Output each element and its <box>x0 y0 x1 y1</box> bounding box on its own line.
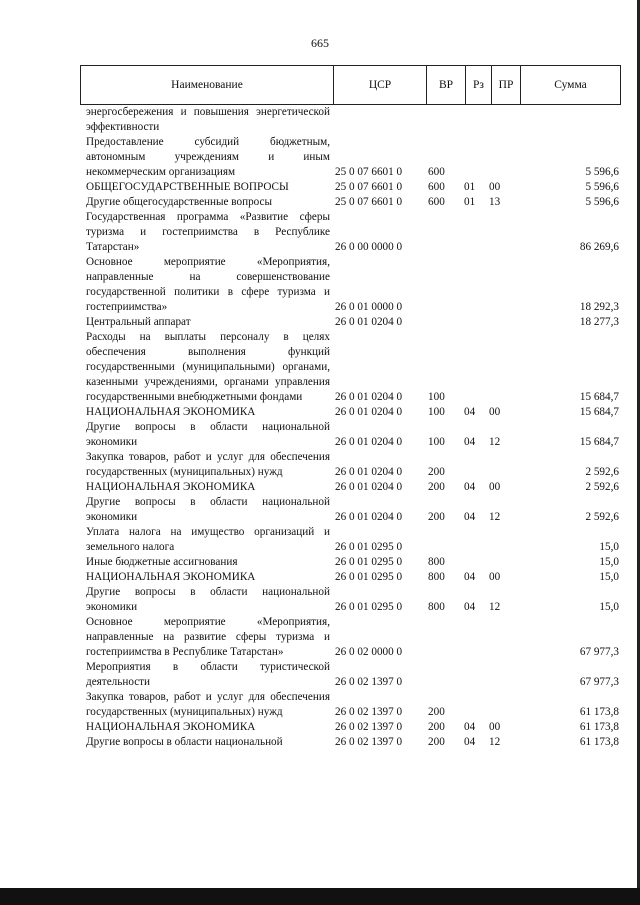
row-pr: 13 <box>489 196 501 208</box>
row-name: Предоставление субсидий бюджетным, автономным учреждениям и иным некоммерческим организациям <box>86 136 330 178</box>
row-csr: 26 0 02 1397 0 <box>335 706 403 718</box>
row-name: Другие вопросы в области национальной экономики <box>86 586 330 613</box>
table-row <box>80 405 621 420</box>
row-name: Основное мероприятие «Мероприятия, направленные на совершенствование государственной политики в сфере туризма и гостеприимства» <box>86 256 330 313</box>
row-pr: 12 <box>489 601 501 613</box>
scan-bottom-edge <box>0 888 640 905</box>
header-csr: ЦСР <box>333 66 426 104</box>
row-sum: 61 173,8 <box>579 706 619 718</box>
row-sum: 15,0 <box>599 556 619 568</box>
row-csr: 25 0 07 6601 0 <box>335 166 403 178</box>
row-sum: 2 592,6 <box>585 481 619 493</box>
row-csr: 26 0 01 0204 0 <box>335 511 403 523</box>
header-sum: Сумма <box>520 66 620 104</box>
row-sum: 61 173,8 <box>579 721 619 733</box>
row-sum: 15,0 <box>599 571 619 583</box>
row-sum: 15,0 <box>599 601 619 613</box>
row-rz: 04 <box>464 736 476 748</box>
table-row <box>80 255 621 315</box>
table-row <box>80 210 621 255</box>
row-rz: 04 <box>464 436 476 448</box>
budget-table <box>80 65 621 750</box>
row-pr: 00 <box>489 406 501 418</box>
row-rz: 04 <box>464 571 476 583</box>
row-sum: 5 596,6 <box>585 166 619 178</box>
row-sum: 5 596,6 <box>585 181 619 193</box>
row-csr: 26 0 01 0204 0 <box>335 481 403 493</box>
row-csr: 26 0 01 0295 0 <box>335 601 403 613</box>
row-vr: 200 <box>428 736 445 748</box>
row-name: Закупка товаров, работ и услуг для обеспечения государственных (муниципальных) нужд <box>86 691 330 718</box>
table-row <box>80 195 621 210</box>
table-row <box>80 555 621 570</box>
row-name: Другие вопросы в области национальной <box>86 736 283 748</box>
row-name: энергосбережения и повышения энергетической эффективности <box>86 106 330 133</box>
row-sum: 61 173,8 <box>579 736 619 748</box>
row-csr: 26 0 01 0295 0 <box>335 556 403 568</box>
row-sum: 2 592,6 <box>585 511 619 523</box>
row-sum: 15,0 <box>599 541 619 553</box>
row-csr: 26 0 01 0204 0 <box>335 436 403 448</box>
table-header <box>80 65 621 105</box>
table-row <box>80 735 621 750</box>
row-name: Государственная программа «Развитие сферы туризма и гостеприимства в Республике Татарстан» <box>86 211 330 253</box>
row-csr: 25 0 07 6601 0 <box>335 196 403 208</box>
row-sum: 18 292,3 <box>579 301 619 313</box>
row-pr: 12 <box>489 436 501 448</box>
row-csr: 26 0 00 0000 0 <box>335 241 403 253</box>
row-name: Иные бюджетные ассигнования <box>86 556 238 568</box>
row-name: Другие общегосударственные вопросы <box>86 196 273 208</box>
table-row <box>80 615 621 660</box>
row-pr: 00 <box>489 181 501 193</box>
row-sum: 67 977,3 <box>579 676 619 688</box>
row-pr: 00 <box>489 721 501 733</box>
row-vr: 100 <box>428 406 445 418</box>
row-vr: 600 <box>428 181 445 193</box>
row-name: НАЦИОНАЛЬНАЯ ЭКОНОМИКА <box>86 721 256 733</box>
row-name: Расходы на выплаты персоналу в целях обеспечения выполнения функций государственными (муниципальными) органами, казенными учреждениями, органами управления государственными внебюджетными фондами <box>86 331 330 403</box>
row-vr: 100 <box>428 391 445 403</box>
table-row <box>80 330 621 405</box>
table-row <box>80 690 621 720</box>
row-name: Мероприятия в области туристической деятельности <box>86 661 330 688</box>
header-rz: Рз <box>465 66 491 104</box>
table-row <box>80 525 621 555</box>
row-rz: 01 <box>464 181 476 193</box>
row-vr: 600 <box>428 196 445 208</box>
row-sum: 15 684,7 <box>579 391 619 403</box>
row-rz: 04 <box>464 721 476 733</box>
table-row <box>80 480 621 495</box>
row-csr: 26 0 01 0295 0 <box>335 541 403 553</box>
row-sum: 5 596,6 <box>585 196 619 208</box>
header-vr: ВР <box>426 66 465 104</box>
row-name: ОБЩЕГОСУДАРСТВЕННЫЕ ВОПРОСЫ <box>86 181 289 193</box>
row-sum: 67 977,3 <box>579 646 619 658</box>
row-sum: 2 592,6 <box>585 466 619 478</box>
row-rz: 04 <box>464 601 476 613</box>
row-csr: 25 0 07 6601 0 <box>335 181 403 193</box>
row-name: Закупка товаров, работ и услуг для обеспечения государственных (муниципальных) нужд <box>86 451 330 478</box>
row-sum: 15 684,7 <box>579 406 619 418</box>
row-vr: 200 <box>428 706 445 718</box>
page-number: 665 <box>311 36 329 50</box>
table-row <box>80 720 621 735</box>
row-sum: 15 684,7 <box>579 436 619 448</box>
row-sum: 18 277,3 <box>579 316 619 328</box>
table-row <box>80 420 621 450</box>
table-row <box>80 660 621 690</box>
row-csr: 26 0 01 0204 0 <box>335 316 403 328</box>
row-csr: 26 0 01 0000 0 <box>335 301 403 313</box>
row-name: НАЦИОНАЛЬНАЯ ЭКОНОМИКА <box>86 571 256 583</box>
table-row <box>80 135 621 180</box>
table-row <box>80 315 621 330</box>
row-name: Другие вопросы в области национальной экономики <box>86 421 330 448</box>
row-csr: 26 0 01 0204 0 <box>335 391 403 403</box>
row-name: Уплата налога на имущество организаций и земельного налога <box>86 526 330 553</box>
row-pr: 12 <box>489 736 501 748</box>
table-row <box>80 180 621 195</box>
row-vr: 800 <box>428 556 445 568</box>
row-vr: 200 <box>428 481 445 493</box>
row-sum: 86 269,6 <box>579 241 619 253</box>
row-csr: 26 0 02 0000 0 <box>335 646 403 658</box>
row-vr: 800 <box>428 601 445 613</box>
row-vr: 200 <box>428 466 445 478</box>
table-row <box>80 585 621 615</box>
row-csr: 26 0 02 1397 0 <box>335 736 403 748</box>
row-pr: 00 <box>489 481 501 493</box>
header-name: Наименование <box>171 79 243 91</box>
table-body <box>80 105 621 750</box>
row-vr: 800 <box>428 571 445 583</box>
row-csr: 26 0 02 1397 0 <box>335 676 403 688</box>
row-name: НАЦИОНАЛЬНАЯ ЭКОНОМИКА <box>86 481 256 493</box>
row-vr: 600 <box>428 166 445 178</box>
table-row <box>80 570 621 585</box>
row-vr: 100 <box>428 436 445 448</box>
row-csr: 26 0 01 0204 0 <box>335 406 403 418</box>
table-row <box>80 450 621 480</box>
row-pr: 00 <box>489 571 501 583</box>
row-name: Центральный аппарат <box>86 316 191 328</box>
row-rz: 04 <box>464 481 476 493</box>
row-vr: 200 <box>428 721 445 733</box>
row-csr: 26 0 01 0204 0 <box>335 466 403 478</box>
header-pr: ПР <box>491 66 520 104</box>
row-rz: 04 <box>464 406 476 418</box>
row-csr: 26 0 02 1397 0 <box>335 721 403 733</box>
row-rz: 04 <box>464 511 476 523</box>
row-pr: 12 <box>489 511 501 523</box>
row-rz: 01 <box>464 196 476 208</box>
row-name: Другие вопросы в области национальной экономики <box>86 496 330 523</box>
table-row <box>80 105 621 135</box>
row-csr: 26 0 01 0295 0 <box>335 571 403 583</box>
row-name: Основное мероприятие «Мероприятия, направленные на развитие сферы туризма и гостеприимства в Республике Татарстан» <box>86 616 330 658</box>
row-vr: 200 <box>428 511 445 523</box>
table-row <box>80 495 621 525</box>
row-name: НАЦИОНАЛЬНАЯ ЭКОНОМИКА <box>86 406 256 418</box>
